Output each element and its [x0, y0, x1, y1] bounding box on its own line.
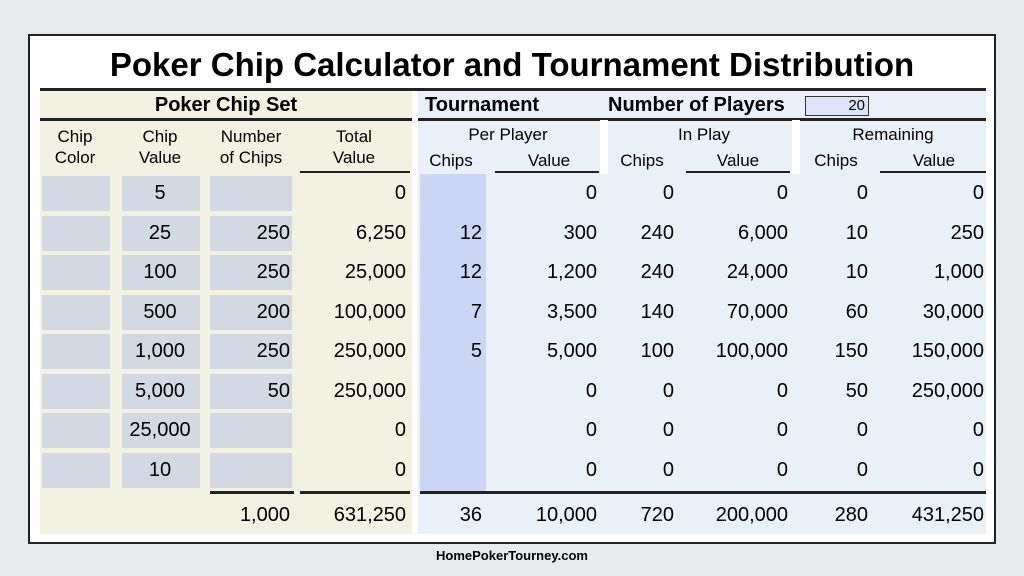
ip-value-cell: 0	[776, 379, 788, 402]
rem-value-cell: 150,000	[911, 340, 984, 362]
col-pp-value: Value	[527, 151, 571, 170]
pp-chips-cell	[420, 453, 484, 488]
col-chip-value: Chip Value	[138, 127, 182, 167]
chip-color-cell[interactable]	[42, 374, 110, 409]
num-chips-cell[interactable]	[210, 413, 292, 448]
col-ip-value: Value	[716, 151, 760, 170]
pp-chips-cell: 12	[459, 221, 482, 244]
col-pp-chips: Chips	[429, 151, 473, 170]
num-chips-cell[interactable]: 50	[210, 374, 292, 409]
pp-chips-cell	[420, 413, 484, 448]
ip-chips-cell: 240	[640, 261, 674, 283]
ip-chips-cell: 0	[662, 458, 674, 481]
ip-value-cell: 0	[776, 419, 788, 441]
chip-color-cell[interactable]	[42, 176, 110, 211]
footer-site: HomePokerTourney.com	[436, 548, 588, 563]
total-ip-chips: 720	[640, 504, 674, 526]
total-rem-value: 431,250	[911, 504, 984, 526]
ip-chips-cell: 240	[640, 221, 674, 244]
total-rem-chips: 280	[834, 504, 868, 526]
total-pp-chips: 36	[459, 504, 482, 526]
pp-value-cell: 0	[585, 458, 597, 481]
num-players-label: Number of Players	[608, 93, 785, 116]
rem-value-cell: 0	[972, 419, 984, 441]
rem-chips-cell: 150	[834, 340, 868, 362]
rem-value-cell: 1,000	[933, 261, 984, 283]
num-players-input[interactable]: 20	[805, 96, 869, 116]
chip-value-cell[interactable]: 500	[122, 295, 200, 330]
total-value-cell: 25,000	[344, 261, 406, 283]
chip-set-header: Poker Chip Set	[154, 93, 298, 116]
rem-chips-cell: 60	[845, 300, 868, 323]
num-chips-cell[interactable]: 250	[210, 216, 292, 251]
pp-chips-cell: 7	[470, 300, 482, 323]
chip-value-cell[interactable]: 25	[122, 216, 200, 251]
rem-chips-cell: 10	[845, 221, 868, 244]
tournament-header: Tournament	[425, 93, 540, 116]
ip-value-cell: 70,000	[726, 300, 788, 323]
num-chips-cell[interactable]: 250	[210, 334, 292, 369]
pp-value-cell: 5,000	[546, 340, 597, 362]
ip-value-cell: 100,000	[715, 340, 788, 362]
rem-chips-cell: 10	[845, 261, 868, 283]
ip-value-cell: 0	[776, 458, 788, 481]
col-chip-color: Chip Color	[54, 127, 96, 167]
total-value-cell: 100,000	[333, 300, 406, 323]
num-chips-cell[interactable]	[210, 453, 292, 488]
total-pp-value: 10,000	[535, 504, 597, 526]
total-value-cell: 0	[394, 458, 406, 481]
num-chips-cell[interactable]: 200	[210, 295, 292, 330]
col-number-of-chips: Number of Chips	[219, 127, 283, 167]
pp-chips-cell	[420, 176, 484, 211]
pp-value-cell: 300	[563, 221, 597, 244]
page-title: Poker Chip Calculator and Tournament Distribution	[109, 46, 915, 83]
chip-color-cell[interactable]	[42, 216, 110, 251]
chip-value-cell[interactable]: 100	[122, 255, 200, 290]
chip-color-cell[interactable]	[42, 453, 110, 488]
pp-chips-cell: 12	[459, 261, 482, 283]
rem-chips-cell: 0	[856, 419, 868, 441]
rem-value-cell: 30,000	[922, 300, 984, 323]
ip-value-cell: 6,000	[737, 221, 788, 244]
ip-chips-cell: 100	[640, 340, 674, 362]
pp-value-cell: 3,500	[546, 300, 597, 323]
total-ip-value: 200,000	[715, 504, 788, 526]
rem-value-cell: 250	[950, 221, 984, 244]
chip-color-cell[interactable]	[42, 334, 110, 369]
pp-value-cell: 0	[585, 182, 597, 204]
num-chips-cell[interactable]: 250	[210, 255, 292, 290]
col-rem-chips: Chips	[814, 151, 858, 170]
total-value-cell: 250,000	[333, 379, 406, 402]
chip-value-cell[interactable]: 5,000	[122, 374, 200, 409]
num-chips-cell[interactable]	[210, 176, 292, 211]
col-ip-chips: Chips	[620, 151, 664, 170]
total-value-cell: 0	[394, 182, 406, 204]
calculator-card	[28, 34, 996, 544]
ip-chips-cell: 140	[640, 300, 674, 323]
chip-color-cell[interactable]	[42, 413, 110, 448]
ip-chips-cell: 0	[662, 419, 674, 441]
total-num-chips: 1,000	[239, 504, 290, 526]
pp-value-cell: 0	[585, 419, 597, 441]
remaining-header: Remaining	[852, 125, 934, 144]
chip-value-cell[interactable]: 25,000	[122, 413, 200, 448]
total-value-cell: 6,250	[355, 221, 406, 244]
ip-value-cell: 0	[776, 182, 788, 204]
chip-value-cell[interactable]: 1,000	[122, 334, 200, 369]
chip-color-cell[interactable]	[42, 295, 110, 330]
col-total-value: Total Value	[332, 127, 376, 167]
in-play-header: In Play	[678, 125, 730, 144]
total-value-cell: 0	[394, 419, 406, 441]
pp-value-cell: 0	[585, 379, 597, 402]
total-value-cell: 250,000	[333, 340, 406, 362]
ip-chips-cell: 0	[662, 182, 674, 204]
chip-value-cell[interactable]: 10	[122, 453, 200, 488]
rem-value-cell: 0	[972, 182, 984, 204]
pp-value-cell: 1,200	[546, 261, 597, 283]
pp-chips-cell	[420, 374, 484, 409]
rem-value-cell: 0	[972, 458, 984, 481]
rem-value-cell: 250,000	[911, 379, 984, 402]
rem-chips-cell: 50	[845, 379, 868, 402]
pp-chips-cell: 5	[470, 340, 482, 362]
ip-value-cell: 24,000	[726, 261, 788, 283]
per-player-header: Per Player	[468, 125, 548, 144]
chip-color-cell[interactable]	[42, 255, 110, 290]
rem-chips-cell: 0	[856, 458, 868, 481]
col-rem-value: Value	[912, 151, 956, 170]
ip-chips-cell: 0	[662, 379, 674, 402]
total-value: 631,250	[333, 504, 406, 526]
rem-chips-cell: 0	[856, 182, 868, 204]
chip-value-cell[interactable]: 5	[122, 176, 200, 211]
